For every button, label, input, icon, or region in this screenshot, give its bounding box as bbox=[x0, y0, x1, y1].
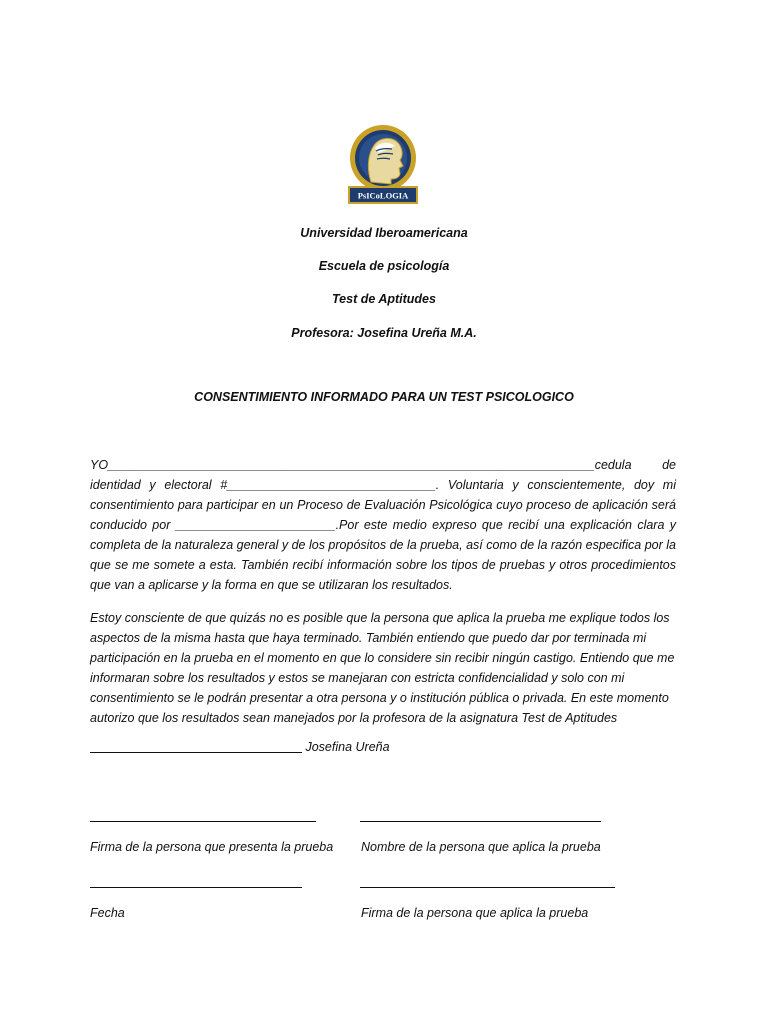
logo-text: PsICoLOGIA bbox=[357, 190, 409, 201]
school-name: Escuela de psicología bbox=[318, 259, 450, 273]
psicologia-logo bbox=[345, 124, 421, 208]
professor-signature-name: Josefina Ureña bbox=[305, 740, 390, 754]
candidate-signature-blank[interactable] bbox=[90, 821, 316, 822]
professor-signature-line bbox=[90, 740, 390, 754]
date-label: Fecha bbox=[90, 906, 125, 920]
professor-name: Profesora: Josefina Ureña M.A. bbox=[291, 326, 477, 340]
date-blank[interactable] bbox=[90, 887, 302, 888]
professor-signature-blank[interactable] bbox=[90, 752, 302, 753]
candidate-signature-label: Firma de la persona que presenta la prueba bbox=[90, 840, 334, 854]
consent-paragraph-2: Estoy consciente de que quizás no es posible que la persona que aplica la prueba me explique todos los aspectos de la misma hasta que haya terminado. También entiendo que puedo dar por terminada mi participación en la prueba en el momento en que lo considere sin recibir ningún castigo. Entiendo que me informaran sobre los resultados y estos se manejaran con estricta confidencialidad y solo con mi consentimiento se le podrán presentar a otra persona y o institución pública o privada. En este momento autorizo que los resultados sean manejados por la profesora de la asignatura Test de Aptitudes bbox=[90, 611, 675, 725]
examiner-signature-blank[interactable] bbox=[360, 887, 615, 888]
examiner-signature-label: Firma de la persona que aplica la prueba bbox=[361, 906, 589, 920]
document-title: CONSENTIMIENTO INFORMADO PARA UN TEST PSICOLOGICO bbox=[194, 390, 574, 404]
examiner-name-blank[interactable] bbox=[360, 821, 601, 822]
university-name: Universidad Iberoamericana bbox=[300, 226, 468, 240]
course-name: Test de Aptitudes bbox=[332, 292, 436, 306]
consent-paragraph-1: YO______________________________________________________________________cedula de identidad y electoral #______________________________. Voluntaria y conscientemente, doy mi consentimiento para participar en un Proceso de Evaluación Psicológica cuyo proceso de aplicación será conducido por _______________________.Por este medio expreso que recibí una explicación clara y completa de la naturaleza general y de los propósitos de la prueba, así como de la razón especifica por la que se me somete a esta. También recibí información sobre los tipos de pruebas y otros procedimientos que van a aplicarse y la forma en que se utilizaran los resultados. bbox=[90, 458, 676, 592]
examiner-name-label: Nombre de la persona que aplica la prueba bbox=[361, 840, 601, 854]
